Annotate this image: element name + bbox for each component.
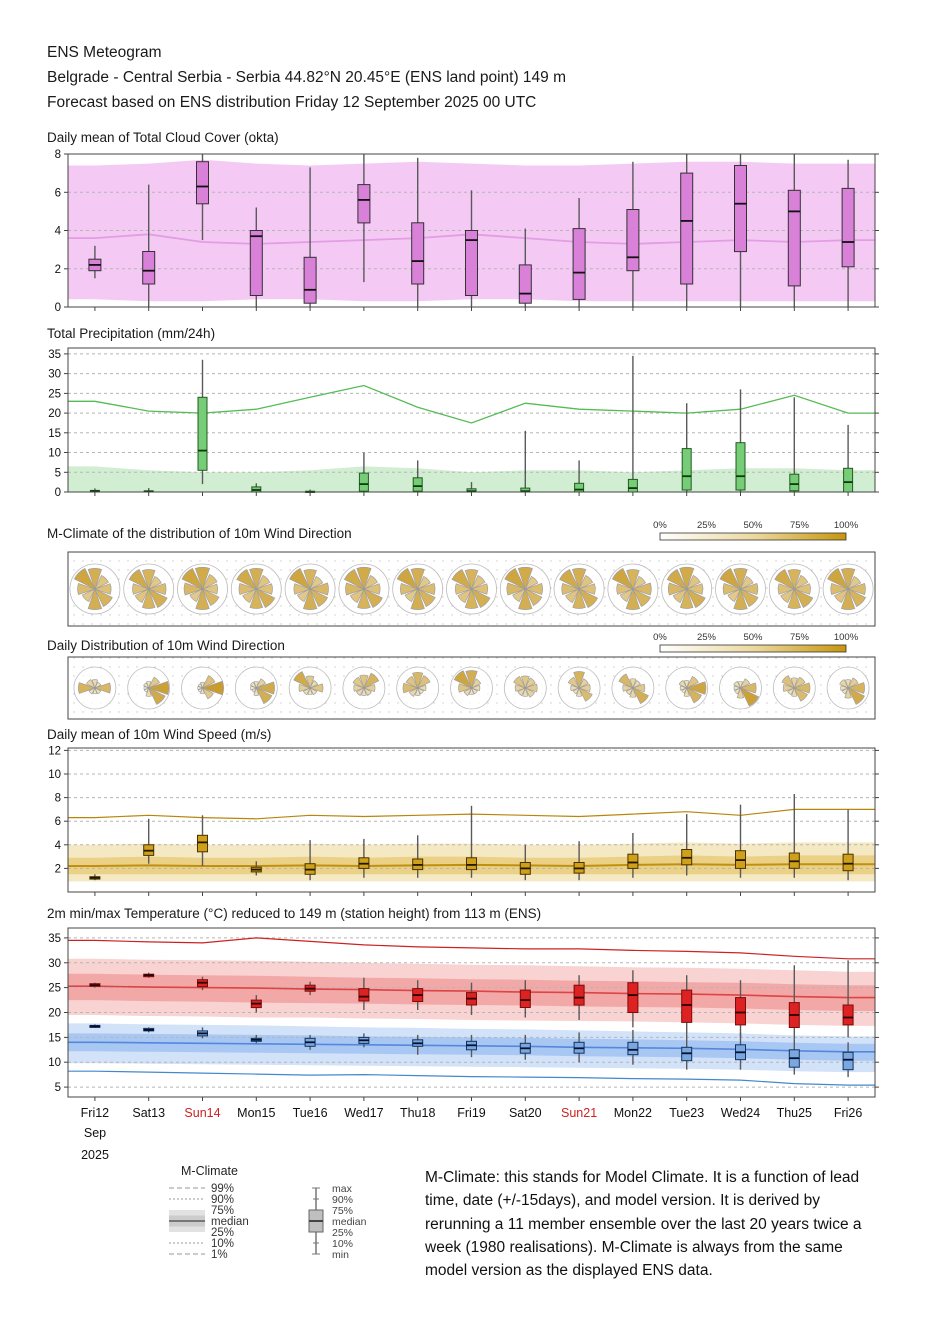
svg-text:0%: 0% (653, 632, 667, 643)
wind-rose (500, 564, 550, 614)
wind-rose (827, 667, 869, 709)
mclimate-wind-direction-panel-title: M-Climate of the distribution of 10m Wind Direction (47, 526, 352, 541)
svg-text:10%: 10% (332, 1238, 354, 1250)
mclimate-legend (165, 1162, 315, 1272)
svg-text:50%: 50% (743, 520, 763, 531)
svg-text:1%: 1% (211, 1249, 228, 1261)
wind-rose (74, 667, 116, 709)
wind-rose (70, 564, 120, 614)
x-axis-label: Wed17 (344, 1106, 384, 1120)
x-axis-label: Sun14 (184, 1106, 221, 1120)
mclimate-description: M-Climate: this stands for Model Climate. It is a function of lead time, date (+/-15days), and model version. It is derived by rerunning a 11 member ensemble over the last 20 years twice a week (1980 realisations). M-Climate is always from the same model version as the displayed ENS data. (425, 1169, 862, 1279)
wind-percent-legend (650, 518, 860, 546)
x-axis-label: Tue16 (292, 1106, 328, 1120)
daily-wind-rose-strip (0, 656, 940, 722)
wind-rose (231, 564, 281, 614)
ens-box (844, 425, 853, 492)
wind-rose (343, 667, 385, 709)
svg-text:75%: 75% (211, 1205, 235, 1217)
ens-box (198, 360, 207, 484)
wind-rose (128, 667, 170, 709)
svg-text:8: 8 (54, 792, 61, 805)
wind-rose (720, 667, 762, 709)
page-title: ENS Meteogram (47, 44, 162, 61)
svg-text:4: 4 (54, 225, 61, 238)
ens-box-legend (300, 1162, 420, 1272)
wind-rose (393, 564, 443, 614)
cloud-cover-panel-title: Daily mean of Total Cloud Cover (okta) (47, 130, 279, 145)
wind-rose (716, 564, 766, 614)
ens-box (628, 356, 637, 492)
svg-text:100%: 100% (833, 632, 859, 643)
x-axis-label: Tue23 (669, 1106, 705, 1120)
ens-box (789, 794, 799, 878)
ens-box (682, 403, 691, 492)
svg-text:median: median (332, 1216, 367, 1228)
svg-text:10: 10 (48, 447, 61, 460)
svg-text:2: 2 (54, 263, 61, 276)
svg-text:75%: 75% (789, 520, 810, 531)
svg-text:99%: 99% (211, 1183, 235, 1195)
svg-text:M-Climate: M-Climate (181, 1164, 238, 1178)
svg-text:20: 20 (48, 408, 61, 421)
wind-rose (447, 564, 497, 614)
wind-rose (124, 564, 174, 614)
wind-rose (823, 564, 873, 614)
svg-text:10: 10 (48, 769, 61, 781)
wind-rose (289, 667, 331, 709)
wind-rose (612, 667, 654, 709)
svg-text:5: 5 (54, 467, 61, 480)
ens-box (681, 154, 693, 307)
svg-text:35: 35 (48, 932, 61, 945)
svg-text:15: 15 (48, 427, 61, 440)
svg-text:max: max (332, 1183, 352, 1195)
mclimate-wind-rose-strip (0, 550, 940, 628)
x-axis-label: Thu25 (776, 1106, 813, 1120)
ens-box (736, 389, 745, 492)
x-axis-label: Fri26 (833, 1106, 863, 1120)
wind-rose (504, 667, 546, 709)
svg-text:25: 25 (48, 388, 61, 401)
svg-text:min: min (332, 1249, 349, 1261)
wind-rose (182, 667, 224, 709)
wind-rose (608, 564, 658, 614)
x-axis-label: Sun21 (561, 1106, 598, 1120)
svg-text:35: 35 (48, 348, 61, 361)
wind-rose (554, 564, 604, 614)
x-axis-label: Sat20 (508, 1106, 542, 1120)
svg-text:30: 30 (48, 957, 61, 970)
svg-text:25%: 25% (696, 632, 717, 643)
x-axis-label: Sat13 (132, 1106, 166, 1120)
wind-rose (397, 667, 439, 709)
svg-text:5: 5 (54, 1082, 61, 1095)
svg-text:0: 0 (54, 302, 61, 314)
svg-text:50%: 50% (743, 632, 763, 643)
precipitation-panel-title: Total Precipitation (mm/24h) (47, 326, 216, 341)
svg-text:12: 12 (48, 745, 61, 758)
forecast-line: Forecast based on ENS distribution Friday 12 September 2025 00 UTC (47, 94, 537, 111)
wind-rose (339, 564, 389, 614)
svg-text:20: 20 (48, 1007, 61, 1020)
wind-rose (662, 564, 712, 614)
svg-text:90%: 90% (332, 1194, 354, 1206)
cloud-cover-chart (0, 146, 940, 318)
svg-text:25%: 25% (211, 1227, 235, 1239)
ens-box (467, 806, 477, 878)
x-axis-label: Mon15 (237, 1106, 276, 1120)
svg-text:30: 30 (48, 368, 61, 381)
precipitation-chart (0, 342, 940, 500)
temperature-panel-title: 2m min/max Temperature (°C) reduced to 149 m (station height) from 113 m (ENS) (47, 906, 542, 921)
svg-text:25%: 25% (332, 1227, 354, 1239)
wind-speed-panel-title: Daily mean of 10m Wind Speed (m/s) (47, 727, 272, 742)
wind-rose (769, 564, 819, 614)
svg-text:0%: 0% (653, 520, 667, 531)
svg-text:6: 6 (54, 816, 61, 829)
wind-percent-legend (650, 630, 860, 658)
svg-text:0: 0 (54, 487, 61, 499)
svg-text:4: 4 (54, 839, 61, 852)
svg-text:75%: 75% (789, 632, 810, 643)
x-axis-label: Fri19 (457, 1106, 486, 1120)
svg-text:2: 2 (54, 863, 61, 876)
wind-rose (666, 667, 708, 709)
wind-rose (558, 667, 600, 709)
daily-wind-direction-panel-title: Daily Distribution of 10m Wind Direction (47, 638, 285, 653)
x-axis-label: Fri12 (80, 1106, 110, 1120)
x-axis-label: Mon22 (613, 1106, 653, 1120)
wind-rose (451, 667, 493, 709)
wind-rose (235, 667, 277, 709)
svg-text:8: 8 (54, 149, 61, 161)
x-axis-label: Thu18 (399, 1106, 436, 1120)
wind-rose (178, 564, 228, 614)
svg-text:100%: 100% (833, 520, 859, 531)
svg-text:90%: 90% (211, 1194, 235, 1206)
svg-text:25: 25 (48, 982, 61, 995)
ens-box (790, 397, 799, 492)
svg-text:75%: 75% (332, 1205, 354, 1217)
x-axis-year: 2025 (81, 1148, 109, 1162)
location-line: Belgrade - Central Serbia - Serbia 44.82°N 20.45°E (ENS land point) 149 m (47, 69, 567, 86)
temperature-chart (0, 922, 940, 1104)
wind-rose (773, 667, 815, 709)
wind-speed-chart (0, 742, 940, 900)
wind-rose (285, 564, 335, 614)
x-axis-month: Sep (83, 1126, 107, 1140)
x-axis-label: Wed24 (720, 1106, 761, 1120)
svg-text:25%: 25% (696, 520, 717, 531)
svg-text:15: 15 (48, 1032, 61, 1045)
svg-text:10: 10 (48, 1057, 61, 1070)
svg-text:median: median (211, 1216, 249, 1228)
svg-text:6: 6 (54, 187, 61, 200)
svg-text:10%: 10% (211, 1238, 235, 1250)
ens-box (90, 1024, 100, 1028)
